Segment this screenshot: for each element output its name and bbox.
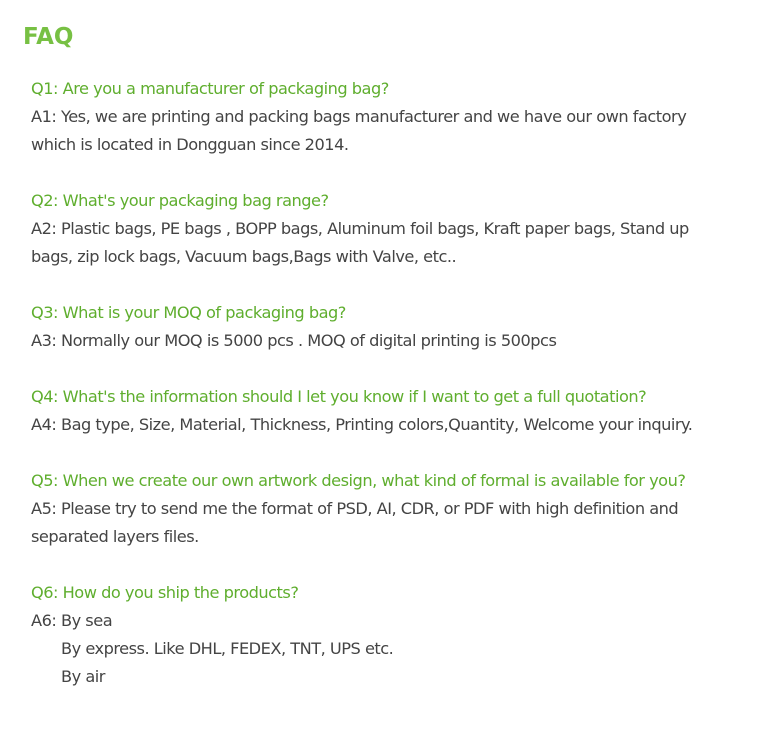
faq-answer-3-line-1: A3: Normally our MOQ is 5000 pcs . MOQ of digital printing is 500pcs: [31, 331, 557, 350]
faq-item-3: [31, 299, 751, 355]
page-title: FAQ: [23, 24, 74, 50]
faq-answer-6-line-3: By air: [61, 667, 105, 686]
faq-item-6: [31, 579, 751, 691]
faq-question-2: Q2: What's your packaging bag range?: [31, 191, 329, 210]
faq-answer-1-line-2: which is located in Dongguan since 2014.: [31, 135, 349, 154]
faq-answer-6-line-1: A6: By sea: [31, 611, 113, 630]
faq-answer-6-line-2: By express. Like DHL, FEDEX, TNT, UPS etc.: [61, 639, 394, 658]
faq-question-4: Q4: What's the information should I let you know if I want to get a full quotation?: [31, 387, 647, 406]
faq-answer-2-line-2: bags, zip lock bags, Vacuum bags,Bags with Valve, etc..: [31, 247, 457, 266]
faq-item-4: [31, 383, 751, 439]
faq-item-2: [31, 187, 751, 271]
faq-question-5: Q5: When we create our own artwork design, what kind of formal is available for you?: [31, 471, 686, 490]
faq-list: [31, 75, 751, 719]
faq-item-1: [31, 75, 751, 159]
faq-answer-5-line-1: A5: Please try to send me the format of PSD, AI, CDR, or PDF with high definition and: [31, 499, 679, 518]
faq-answer-1-line-1: A1: Yes, we are printing and packing bags manufacturer and we have our own factory: [31, 107, 687, 126]
faq-answer-2-line-1: A2: Plastic bags, PE bags , BOPP bags, Aluminum foil bags, Kraft paper bags, Stand up: [31, 219, 689, 238]
faq-question-3: Q3: What is your MOQ of packaging bag?: [31, 303, 346, 322]
faq-answer-5-line-2: separated layers files.: [31, 527, 199, 546]
faq-question-1: Q1: Are you a manufacturer of packaging bag?: [31, 79, 389, 98]
faq-question-6: Q6: How do you ship the products?: [31, 583, 299, 602]
faq-item-5: [31, 467, 751, 551]
faq-answer-4-line-1: A4: Bag type, Size, Material, Thickness, Printing colors,Quantity, Welcome your inquiry.: [31, 415, 693, 434]
